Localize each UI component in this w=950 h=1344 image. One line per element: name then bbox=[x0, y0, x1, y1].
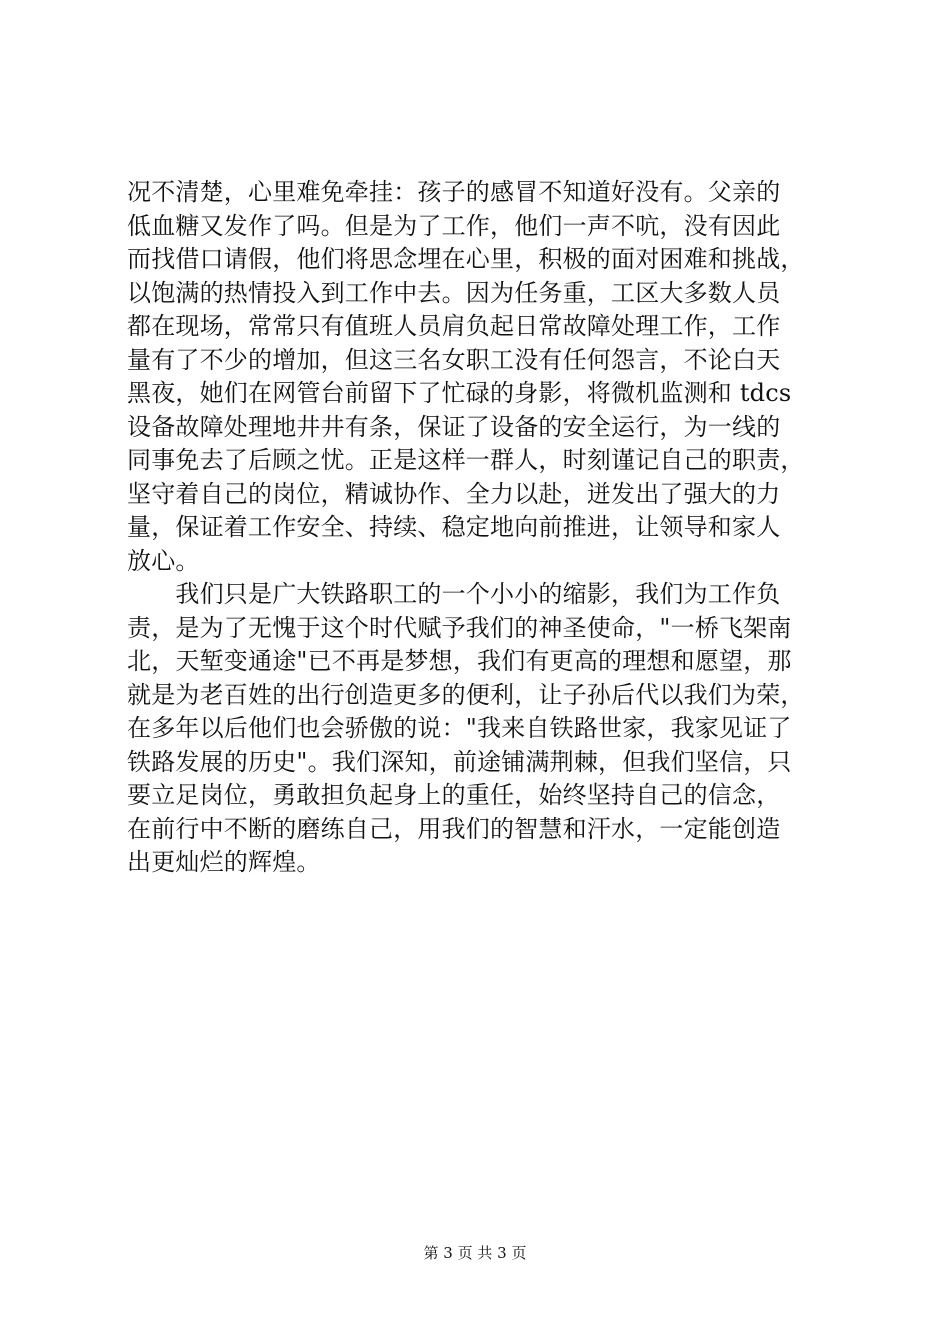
text-line: 以饱满的热情投入到工作中去。因为任务重，工区大多数人员 bbox=[127, 278, 781, 307]
text-line: 责，是为了无愧于这个时代赋予我们的神圣使命，"一桥飞架南 bbox=[127, 613, 792, 642]
text-line: 在多年以后他们也会骄傲的说："我来自铁路世家，我家见证了 bbox=[127, 714, 792, 742]
text-line: 铁路发展的历史"。我们深知，前途铺满荆棘，但我们坚信，只 bbox=[127, 747, 792, 776]
page-footer bbox=[0, 1243, 950, 1263]
text-line: 而找借口请假，他们将思念埋在心里，积极的面对困难和挑战， bbox=[127, 245, 805, 273]
text-line: 就是为老百姓的出行创造更多的便利，让子孙后代以我们为荣， bbox=[127, 680, 805, 709]
text-line: 低血糖又发作了吗。但是为了工作，他们一声不吭，没有因此 bbox=[127, 211, 781, 240]
body-text bbox=[127, 176, 832, 880]
text-line: 北，天堑变通途"已不再是梦想，我们有更高的理想和愿望，那 bbox=[127, 647, 792, 675]
text-line: 放心。 bbox=[127, 546, 200, 575]
text-line: 设备故障处理地井井有条，保证了设备的安全运行，为一线的 bbox=[127, 412, 781, 441]
text-line: 都在现场，常常只有值班人员肩负起日常故障处理工作，工作 bbox=[127, 312, 781, 340]
text-line: 出更灿烂的辉煌。 bbox=[127, 848, 321, 876]
text-line: 在前行中不断的磨练自己，用我们的智慧和汗水，一定能创造 bbox=[127, 814, 781, 843]
page-number-label: 第 3 页 共 3 页 bbox=[423, 1244, 527, 1262]
text-line: 我们只是广大铁路职工的一个小小的缩影，我们为工作负 bbox=[127, 580, 781, 608]
text-line: 黑夜，她们在网管台前留下了忙碌的身影，将微机监测和 tdcs bbox=[127, 379, 792, 407]
text-line: 况不清楚，心里难免牵挂：孩子的感冒不知道好没有。父亲的 bbox=[127, 178, 781, 206]
text-line: 要立足岗位，勇敢担负起身上的重任，始终坚持自己的信念， bbox=[127, 781, 781, 809]
text-line: 量，保证着工作安全、持续、稳定地向前推进，让领导和家人 bbox=[127, 513, 781, 541]
text-line: 同事免去了后顾之忧。正是这样一群人，时刻谨记自己的职责， bbox=[127, 446, 805, 474]
text-line: 量有了不少的增加，但这三名女职工没有任何怨言，不论白天 bbox=[127, 345, 781, 374]
text-line: 坚守着自己的岗位，精诚协作、全力以赴，迸发出了强大的力 bbox=[127, 479, 781, 508]
